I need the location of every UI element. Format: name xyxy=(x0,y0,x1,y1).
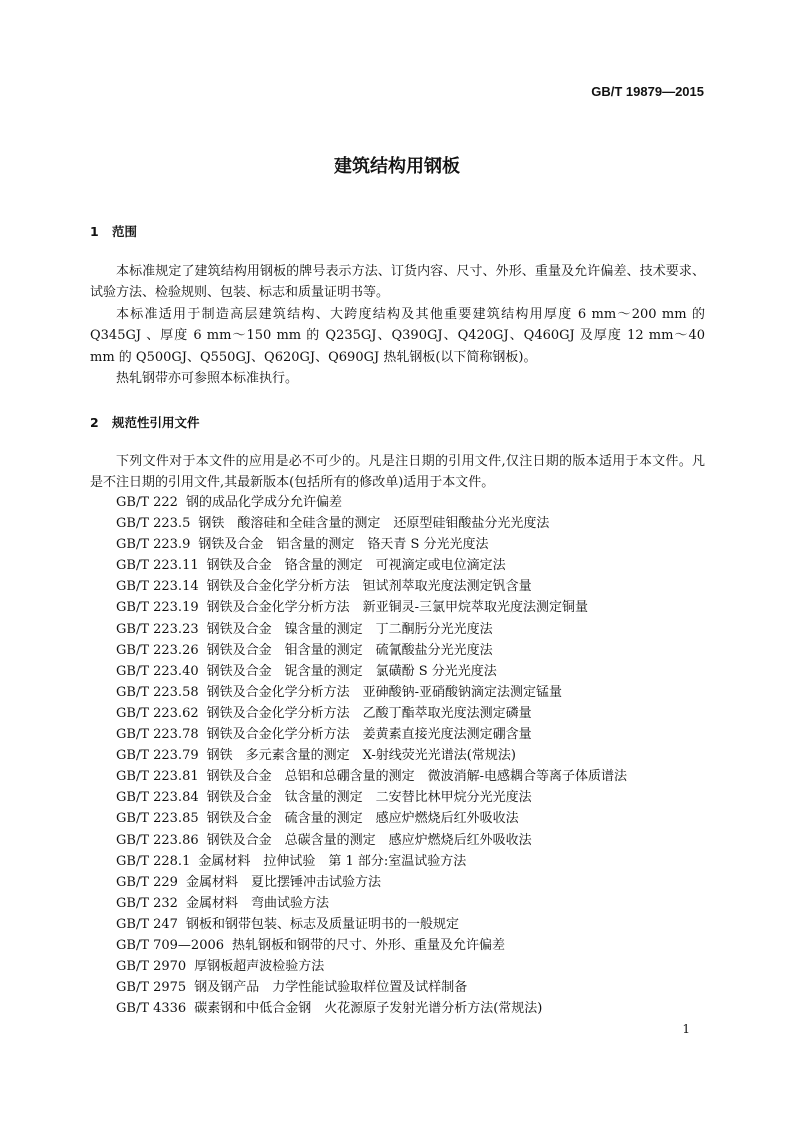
reference-list xyxy=(116,492,716,1019)
reference-code: GB/T 223.85 xyxy=(116,811,199,827)
reference-title: 钢铁及合金化学分析方法 新亚铜灵-三氯甲烷萃取光度法测定铜量 xyxy=(206,600,589,616)
reference-item xyxy=(116,956,716,977)
reference-code: GB/T 709—2006 xyxy=(116,937,225,953)
reference-code: GB/T 4336 xyxy=(116,1001,187,1017)
reference-title: 钢的成品化学成分允许偏差 xyxy=(185,495,342,510)
reference-code: GB/T 2970 xyxy=(116,959,187,975)
section-heading-normative-references xyxy=(90,413,200,431)
reference-code: GB/T 228.1 xyxy=(116,853,191,869)
reference-item xyxy=(116,597,716,618)
reference-code: GB/T 229 xyxy=(116,874,178,890)
reference-item xyxy=(116,576,716,597)
reference-code: GB/T 2975 xyxy=(116,980,187,996)
reference-item xyxy=(116,998,716,1019)
reference-item xyxy=(116,766,716,787)
reference-item xyxy=(116,534,716,555)
scope-paragraph-3: 热轧钢带亦可参照本标准执行。 xyxy=(116,371,299,386)
reference-title: 钢铁及合金 铝含量的测定 铬天青 S 分光光度法 xyxy=(198,537,489,553)
reference-code: GB/T 223.11 xyxy=(116,558,199,574)
reference-title: 金属材料 夏比摆锤冲击试验方法 xyxy=(185,874,381,890)
document-title: 建筑结构用钢板 xyxy=(334,156,460,177)
reference-title: 钢铁及合金 钼含量的测定 硫氰酸盐分光光度法 xyxy=(206,642,493,658)
reference-title: 钢铁及合金化学分析方法 乙酸丁酯萃取光度法测定磷量 xyxy=(206,705,532,721)
section-number: 2 xyxy=(90,415,99,430)
reference-code: GB/T 223.23 xyxy=(116,621,199,637)
standard-code-header: GB/T 19879—2015 xyxy=(591,84,704,99)
reference-item xyxy=(116,745,716,766)
reference-title: 金属材料 拉伸试验 第 1 部分:室温试验方法 xyxy=(198,853,467,869)
reference-item xyxy=(116,935,716,956)
reference-title: 热轧钢板和钢带的尺寸、外形、重量及允许偏差 xyxy=(232,937,506,953)
reference-item xyxy=(116,808,716,829)
reference-title: 钢铁及合金 总铝和总硼含量的测定 微波消解-电感耦合等离子体质谱法 xyxy=(206,769,628,785)
reference-item xyxy=(116,682,716,703)
reference-item xyxy=(116,872,716,893)
reference-code: GB/T 223.81 xyxy=(116,769,199,785)
reference-item xyxy=(116,555,716,576)
reference-code: GB/T 222 xyxy=(116,495,178,510)
reference-title: 钢铁及合金 铌含量的测定 氯磺酚 S 分光光度法 xyxy=(206,663,497,679)
reference-item xyxy=(116,787,716,808)
reference-title: 钢铁及合金 钛含量的测定 二安替比林甲烷分光光度法 xyxy=(206,790,532,806)
reference-title: 钢铁及合金化学分析方法 钽试剂萃取光度法测定钒含量 xyxy=(206,579,532,595)
reference-item xyxy=(116,851,716,872)
reference-title: 钢铁及合金化学分析方法 亚砷酸钠-亚硝酸钠滴定法测定锰量 xyxy=(206,684,563,700)
reference-code: GB/T 223.5 xyxy=(116,516,191,532)
section-heading-scope xyxy=(90,222,137,240)
reference-code: GB/T 232 xyxy=(116,895,178,911)
reference-title: 金属材料 弯曲试验方法 xyxy=(185,895,329,911)
reference-title: 钢铁及合金 镍含量的测定 丁二酮肟分光光度法 xyxy=(206,621,493,637)
reference-code: GB/T 247 xyxy=(116,916,178,932)
scope-paragraph-2: 本标准适用于制造高层建筑结构、大跨度结构及其他重要建筑结构用厚度 6 mm～200 mm 的 Q345GJ 、厚度 6 mm～150 mm 的 Q235GJ、Q390GJ、Q420GJ、Q460GJ 及厚度 12 mm～40 mm 的 Q500GJ、Q550GJ、Q620GJ、Q690GJ 热轧钢板(以下简称钢板)。 xyxy=(90,307,705,365)
reference-code: GB/T 223.26 xyxy=(116,642,199,658)
reference-item xyxy=(116,977,716,998)
reference-title: 钢铁 多元素含量的测定 X-射线荧光光谱法(常规法) xyxy=(206,748,516,764)
reference-item xyxy=(116,661,716,682)
reference-code: GB/T 223.86 xyxy=(116,832,199,848)
reference-item xyxy=(116,724,716,745)
reference-item xyxy=(116,640,716,661)
reference-code: GB/T 223.84 xyxy=(116,790,199,806)
reference-code: GB/T 223.14 xyxy=(116,579,199,595)
reference-code: GB/T 223.19 xyxy=(116,600,199,616)
section-title: 范围 xyxy=(112,224,138,239)
reference-item xyxy=(116,703,716,724)
reference-item xyxy=(116,830,716,851)
reference-code: GB/T 223.9 xyxy=(116,537,191,553)
reference-title: 碳素钢和中低合金钢 火花源原子发射光谱分析方法(常规法) xyxy=(194,1001,543,1017)
reference-title: 钢板和钢带包装、标志及质量证明书的一般规定 xyxy=(185,916,459,932)
reference-item xyxy=(116,513,716,534)
reference-code: GB/T 223.79 xyxy=(116,748,199,764)
reference-title: 钢铁及合金 硫含量的测定 感应炉燃烧后红外吸收法 xyxy=(206,811,519,827)
scope-paragraph-1: 本标准规定了建筑结构用钢板的牌号表示方法、订货内容、尺寸、外形、重量及允许偏差、技术要求、试验方法、检验规则、包装、标志和质量证明书等。 xyxy=(90,264,705,301)
reference-title: 厚钢板超声波检验方法 xyxy=(194,959,325,975)
reference-code: GB/T 223.40 xyxy=(116,663,199,679)
reference-code: GB/T 223.78 xyxy=(116,727,199,743)
page-number: 1 xyxy=(682,1022,690,1036)
reference-item xyxy=(116,914,716,935)
reference-title: 钢铁及合金 总碳含量的测定 感应炉燃烧后红外吸收法 xyxy=(206,832,532,848)
reference-item xyxy=(116,619,716,640)
reference-code: GB/T 223.62 xyxy=(116,705,199,721)
section-title: 规范性引用文件 xyxy=(112,415,200,430)
reference-item xyxy=(116,492,716,513)
references-intro-paragraph: 下列文件对于本文件的应用是必不可少的。凡是注日期的引用文件,仅注日期的版本适用于本文件。凡是不注日期的引用文件,其最新版本(包括所有的修改单)适用于本文件。 xyxy=(90,454,705,491)
reference-title: 钢及钢产品 力学性能试验取样位置及试样制备 xyxy=(194,980,468,996)
reference-code: GB/T 223.58 xyxy=(116,684,199,700)
reference-title: 钢铁 酸溶硅和全硅含量的测定 还原型硅钼酸盐分光光度法 xyxy=(198,516,550,532)
reference-title: 钢铁及合金化学分析方法 姜黄素直接光度法测定硼含量 xyxy=(206,727,532,743)
reference-item xyxy=(116,893,716,914)
section-number: 1 xyxy=(90,224,99,239)
reference-title: 钢铁及合金 铬含量的测定 可视滴定或电位滴定法 xyxy=(206,558,506,574)
